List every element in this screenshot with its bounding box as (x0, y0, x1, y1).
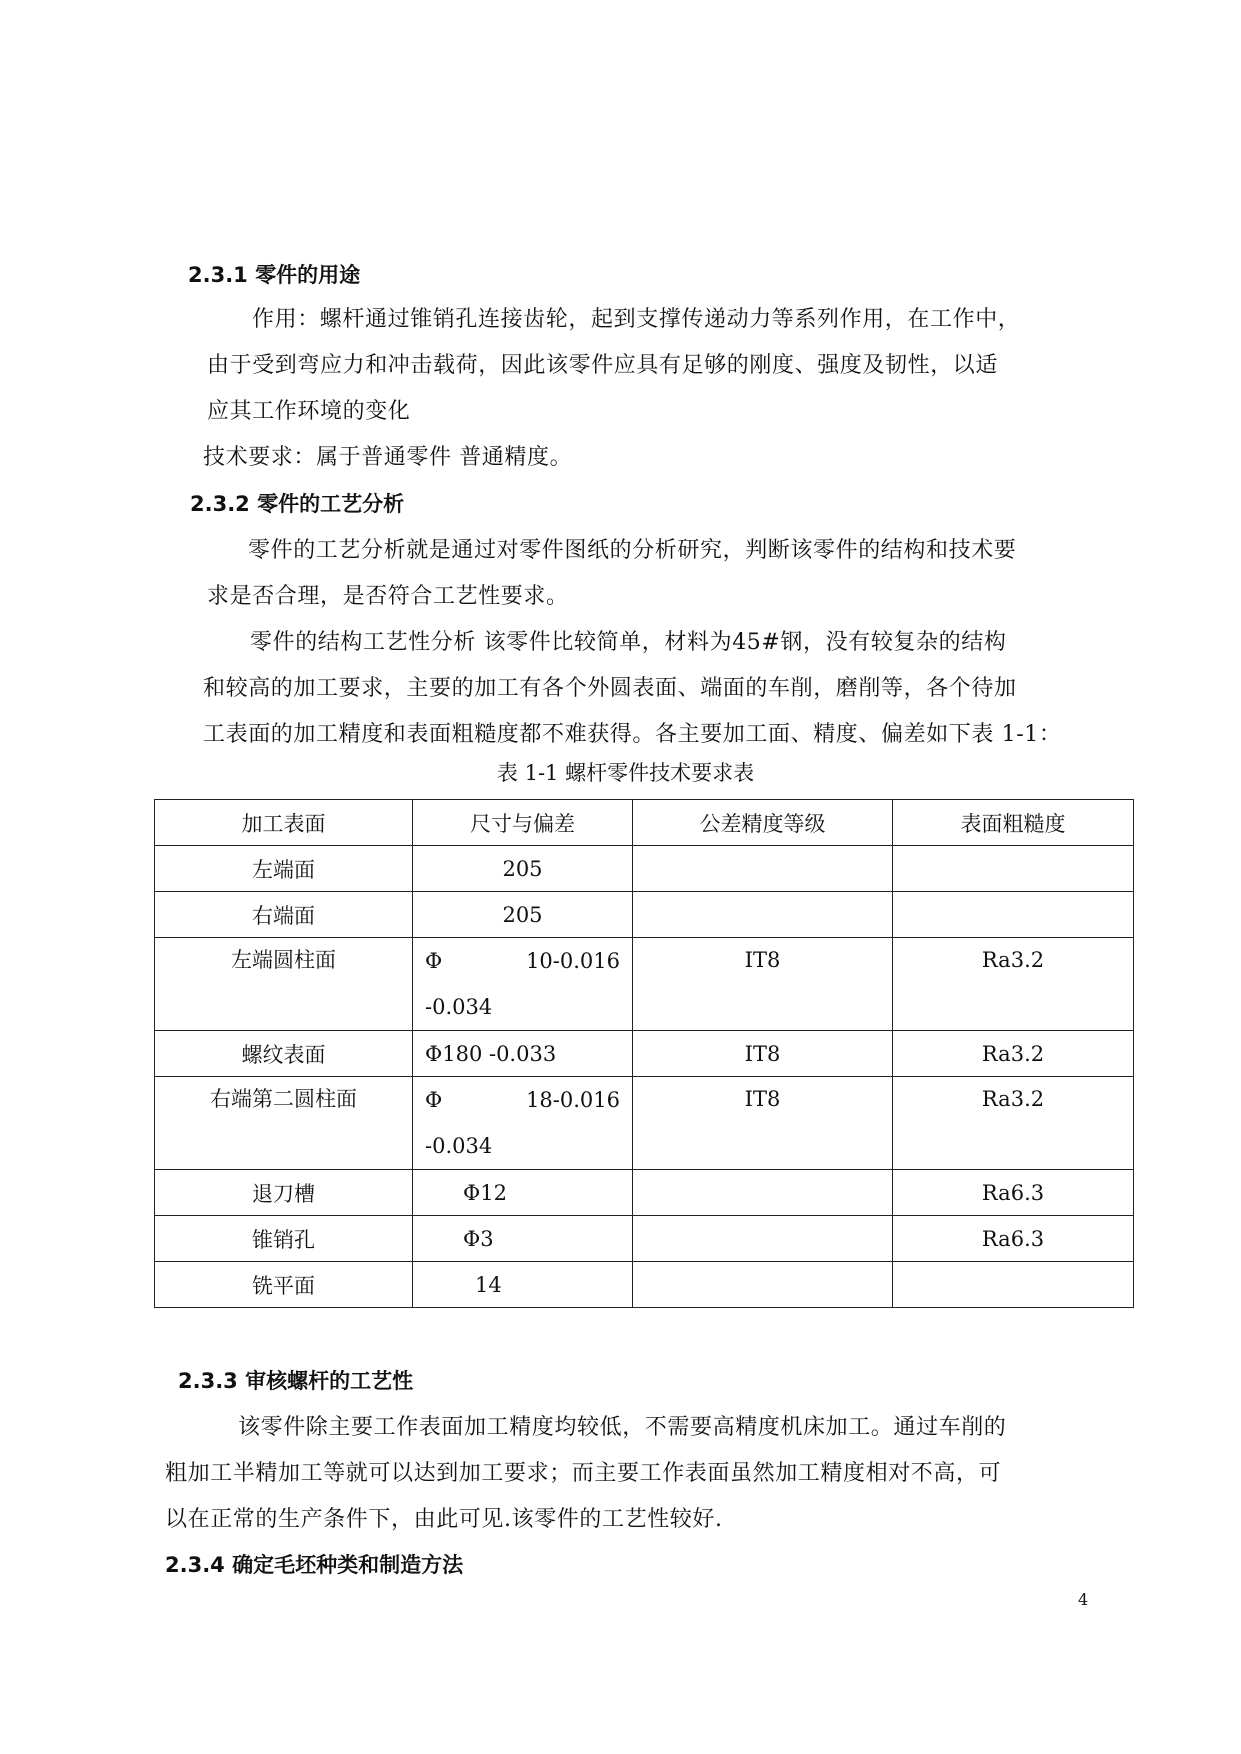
dimension-lower-deviation: -0.034 (425, 1134, 493, 1158)
column-header: 公差精度等级 (633, 800, 893, 846)
table-row (155, 1216, 1134, 1262)
surface-cell: 螺纹表面 (155, 1031, 413, 1077)
page-number: 4 (1078, 1590, 1089, 1609)
dimension-cell: Φ12 (413, 1170, 633, 1216)
surface-cell: 退刀槽 (155, 1170, 413, 1216)
grade-cell (633, 846, 893, 892)
surface-cell: 右端第二圆柱面 (155, 1077, 413, 1170)
dimension-cell: 205 (413, 846, 633, 892)
roughness-cell: Ra3.2 (893, 1031, 1134, 1077)
roughness-cell (893, 892, 1134, 938)
surface-cell: 左端圆柱面 (155, 938, 413, 1031)
paragraph-line: 作用：螺杆通过锥销孔连接齿轮，起到支撑传递动力等系列作用，在工作中， (252, 307, 1021, 332)
table-row (155, 1031, 1134, 1077)
paragraph-line: 和较高的加工要求，主要的加工有各个外圆表面、端面的车削，磨削等，各个待加 (203, 676, 1017, 701)
paragraph-line: 零件的工艺分析就是通过对零件图纸的分析研究，判断该零件的结构和技术要 (248, 538, 1017, 563)
roughness-cell: Ra3.2 (893, 938, 1134, 1031)
section-2-3-3-heading: 2.3.3 审核螺杆的工艺性 (178, 1369, 414, 1393)
surface-cell: 左端面 (155, 846, 413, 892)
dimension-value: 18-0.016 (526, 1088, 620, 1112)
grade-cell (633, 1262, 893, 1308)
column-header: 加工表面 (155, 800, 413, 846)
dimension-lower-deviation: -0.034 (425, 995, 493, 1019)
section-2-3-4-heading: 2.3.4 确定毛坯种类和制造方法 (165, 1553, 464, 1577)
table-header-row (155, 800, 1134, 846)
section-2-3-1-heading: 2.3.1 零件的用途 (188, 263, 361, 287)
table-caption: 表 1-1 螺杆零件技术要求表 (496, 761, 755, 785)
table-row (155, 938, 1134, 1031)
paragraph-line: 工表面的加工精度和表面粗糙度都不难获得。各主要加工面、精度、偏差如下表 1-1： (203, 722, 1062, 747)
dimension-cell (413, 938, 633, 1031)
column-header: 尺寸与偏差 (413, 800, 633, 846)
paragraph-line: 粗加工半精加工等就可以达到加工要求；而主要工作表面虽然加工精度相对不高，可 (165, 1461, 1002, 1486)
roughness-cell: Ra3.2 (893, 1077, 1134, 1170)
dimension-value: 10-0.016 (526, 949, 620, 973)
dimension-cell: Φ3 (413, 1216, 633, 1262)
paragraph-line: 该零件除主要工作表面加工精度均较低，不需要高精度机床加工。通过车削的 (238, 1415, 1007, 1440)
grade-cell: IT8 (633, 938, 893, 1031)
roughness-cell (893, 1262, 1134, 1308)
surface-cell: 右端面 (155, 892, 413, 938)
surface-cell: 铣平面 (155, 1262, 413, 1308)
dimension-cell (413, 1077, 633, 1170)
dimension-symbol: Φ (425, 1088, 443, 1112)
table-row (155, 1262, 1134, 1308)
grade-cell: IT8 (633, 1031, 893, 1077)
grade-cell (633, 1216, 893, 1262)
table-row (155, 1170, 1134, 1216)
dimension-cell: 14 (413, 1262, 633, 1308)
spec-table (154, 799, 1134, 1308)
paragraph-line: 由于受到弯应力和冲击载荷，因此该零件应具有足够的刚度、强度及韧性，以适 (207, 353, 999, 378)
paragraph-line: 技术要求：属于普通零件 普通精度。 (203, 445, 573, 470)
paragraph-line: 以在正常的生产条件下，由此可见.该零件的工艺性较好. (165, 1507, 723, 1532)
roughness-cell (893, 846, 1134, 892)
table-row (155, 846, 1134, 892)
table-row (155, 892, 1134, 938)
column-header: 表面粗糙度 (893, 800, 1134, 846)
paragraph-line: 求是否合理，是否符合工艺性要求。 (207, 584, 569, 609)
paragraph-line: 零件的结构工艺性分析 该零件比较简单，材料为45#钢，没有较复杂的结构 (250, 630, 1007, 655)
grade-cell (633, 1170, 893, 1216)
dimension-cell: Φ180 -0.033 (413, 1031, 633, 1077)
section-2-3-2-heading: 2.3.2 零件的工艺分析 (190, 492, 405, 516)
surface-cell: 锥销孔 (155, 1216, 413, 1262)
dimension-symbol: Φ (425, 949, 443, 973)
grade-cell: IT8 (633, 1077, 893, 1170)
roughness-cell: Ra6.3 (893, 1170, 1134, 1216)
grade-cell (633, 892, 893, 938)
table-row (155, 1077, 1134, 1170)
dimension-cell: 205 (413, 892, 633, 938)
paragraph-line: 应其工作环境的变化 (207, 399, 411, 424)
roughness-cell: Ra6.3 (893, 1216, 1134, 1262)
